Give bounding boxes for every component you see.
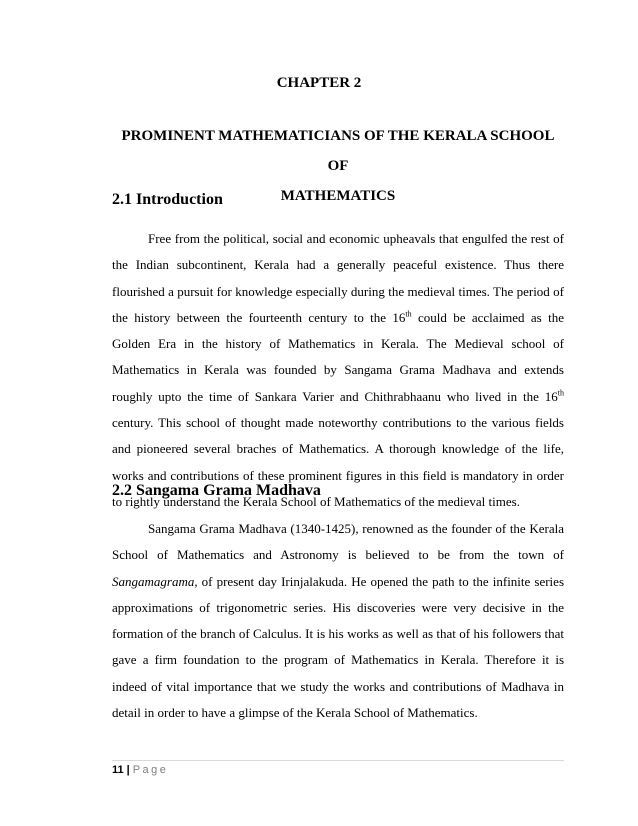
- page-number: 11: [112, 764, 124, 776]
- footer-divider: [112, 760, 564, 761]
- intro-superscript-1: th: [405, 309, 412, 319]
- chapter-title-line-2: MATHEMATICS: [280, 188, 396, 204]
- intro-superscript-2: th: [557, 388, 564, 398]
- intro-text-2: could be acclaimed as the Golden Era in the history of Mathematics in Kerala. The Medieval school of Mathematics in Kerala was founded by Sangama Grama Madhava and extends roughly upto the time of Sankara Varier and Chithrabhaanu who lived in the 16: [112, 309, 564, 404]
- madhava-text-2: of present day Irinjalakuda. He opened the path to the infinite series approximations of trigonometric series. His discoveries were very decisive in the formation of the branch of Calculus. It is his works as well as that of his followers that gave a firm foundation to the program of Mathematics in Kerala. Therefore it is indeed of vital importance that we study the works and contributions of Madhava in detail in order to have a glimpse of the Kerala School of Mathematics.: [112, 573, 564, 721]
- footer-separator: |: [126, 764, 130, 776]
- madhava-text-1: Sangama Grama Madhava (1340-1425), renowned as the founder of the Kerala School of Mathematics and Astronomy is believed to be from the town of: [112, 521, 564, 563]
- chapter-label: CHAPTER 2: [276, 75, 362, 91]
- section-heading-introduction: 2.1 Introduction: [112, 191, 223, 208]
- intro-text-3: century. This school of thought made noteworthy contributions to the various fields and pioneered several braches of Mathematics. A thorough knowledge of the life, works and contributions of these prominent figures in this field is mandatory in order to rightly understand the Kerala School of Mathematics of the medieval times.: [112, 415, 564, 509]
- page-word: Page: [132, 764, 169, 776]
- paragraph-madhava: [112, 516, 564, 726]
- chapter-title-line-1: PROMINENT MATHEMATICIANS OF THE KERALA SCHOOL OF: [121, 128, 555, 174]
- intro-text-1: Free from the political, social and economic upheavals that engulfed the rest of the Indian subcontinent, Kerala had a generally peaceful existence. Thus there flourished a pursuit for knowledge especially during the medieval times. The period of the history between the fourteenth century to the 16: [112, 231, 564, 325]
- page-footer: [112, 762, 168, 778]
- madhava-italic-place: Sangamagrama,: [112, 573, 198, 589]
- paragraph-introduction: [112, 226, 564, 515]
- section-heading-madhava: 2.2 Sangama Grama Madhava: [112, 482, 321, 499]
